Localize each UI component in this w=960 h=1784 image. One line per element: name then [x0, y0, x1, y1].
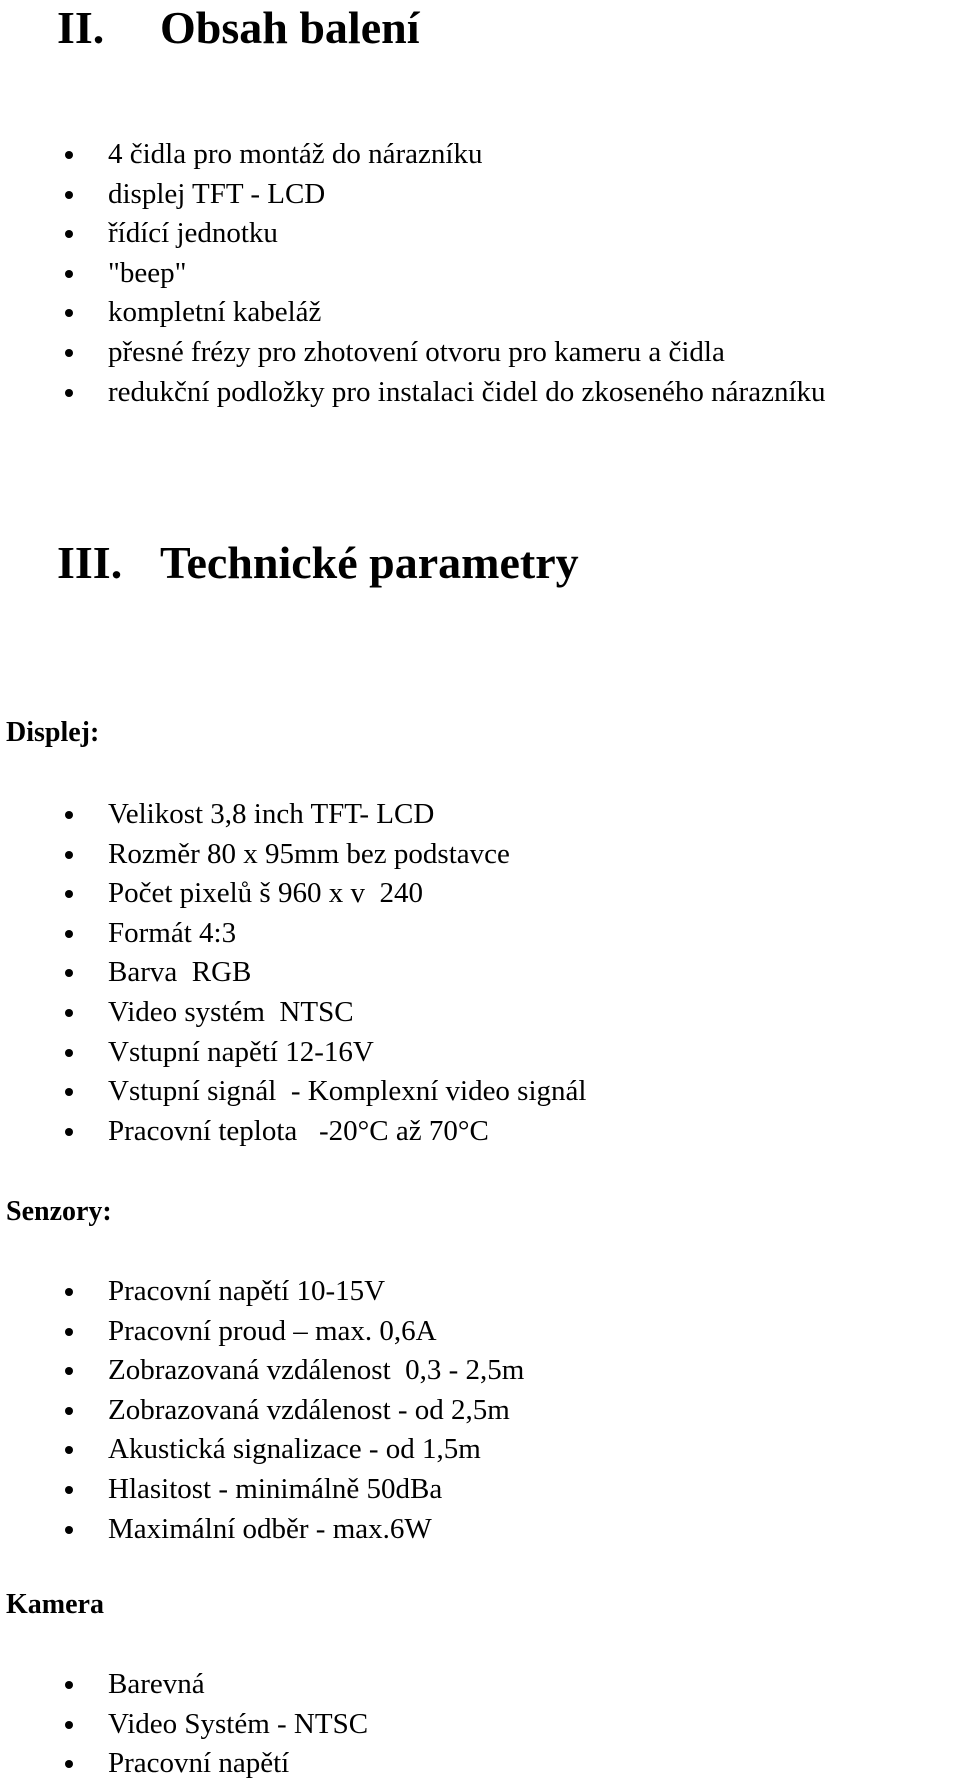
list-item: Zobrazovaná vzdálenost - od 2,5m	[0, 1391, 524, 1431]
list-item: Video systém NTSC	[0, 993, 586, 1033]
display-params-list	[0, 795, 586, 1151]
list-item: Maximální odběr - max.6W	[0, 1510, 524, 1550]
list-item: Barva RGB	[0, 953, 586, 993]
camera-params-list	[0, 1665, 368, 1784]
sensors-params-list	[0, 1272, 524, 1549]
list-item: Formát 4:3	[0, 914, 586, 954]
display-subheading: Displej:	[6, 717, 100, 748]
list-item: řídící jednotku	[0, 214, 826, 254]
section-3-number: III.	[57, 537, 123, 588]
section-3-heading	[57, 537, 579, 588]
list-item: displej TFT - LCD	[0, 175, 826, 215]
section-2-heading	[57, 2, 420, 53]
list-item: Rozměr 80 x 95mm bez podstavce	[0, 835, 586, 875]
list-item: Zobrazovaná vzdálenost 0,3 - 2,5m	[0, 1351, 524, 1391]
list-item: Vstupní signál - Komplexní video signál	[0, 1072, 586, 1112]
list-item: Počet pixelů š 960 x v 240	[0, 874, 586, 914]
list-item: Pracovní napětí 10-15V	[0, 1272, 524, 1312]
section-3-title: Technické parametry	[160, 537, 579, 588]
list-item: Pracovní proud – max. 0,6A	[0, 1312, 524, 1352]
section-2-number: II.	[57, 2, 105, 53]
list-item: Video Systém - NTSC	[0, 1705, 368, 1745]
list-item: redukční podložky pro instalaci čidel do zkoseného nárazníku	[0, 373, 826, 413]
list-item: kompletní kabeláž	[0, 293, 826, 333]
camera-subheading: Kamera	[6, 1589, 104, 1620]
list-item: "beep"	[0, 254, 826, 294]
package-contents-list	[0, 135, 826, 412]
list-item: Akustická signalizace - od 1,5m	[0, 1430, 524, 1470]
list-item: Hlasitost - minimálně 50dBa	[0, 1470, 524, 1510]
list-item: přesné frézy pro zhotovení otvoru pro kameru a čidla	[0, 333, 826, 373]
list-item: Velikost 3,8 inch TFT- LCD	[0, 795, 586, 835]
sensors-subheading: Senzory:	[6, 1196, 112, 1227]
list-item: Vstupní napětí 12-16V	[0, 1033, 586, 1073]
list-item: 4 čidla pro montáž do nárazníku	[0, 135, 826, 175]
list-item: Pracovní teplota -20°C až 70°C	[0, 1112, 586, 1152]
list-item: Pracovní napětí	[0, 1744, 368, 1784]
list-item: Barevná	[0, 1665, 368, 1705]
section-2-title: Obsah balení	[160, 2, 420, 53]
